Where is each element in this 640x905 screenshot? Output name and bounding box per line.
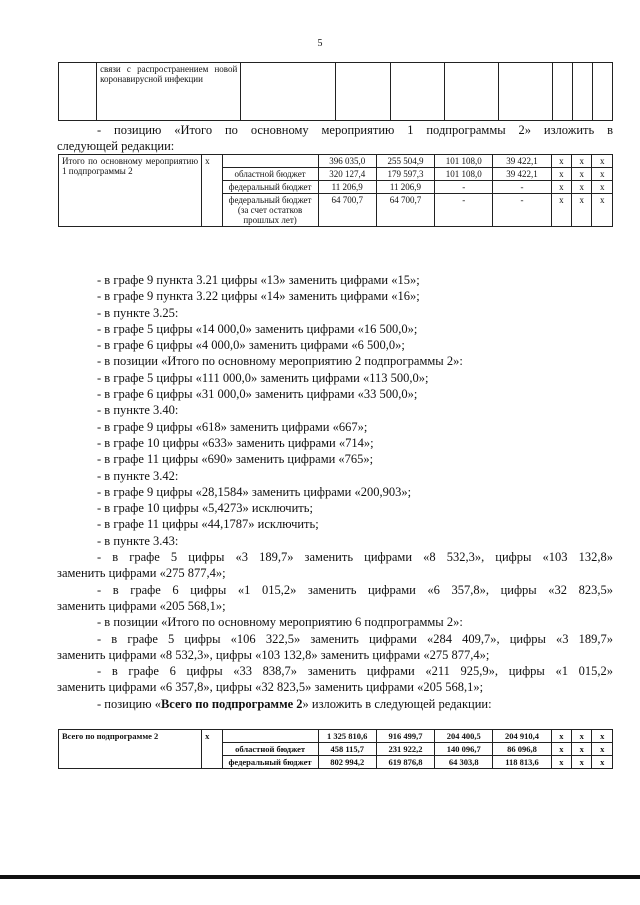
table-cell: х bbox=[551, 194, 571, 227]
text-line: - в графе 11 цифры «690» заменить цифрами «765»; bbox=[97, 452, 374, 467]
text-line: - в пункте 3.43: bbox=[97, 533, 179, 548]
text-line: - в графе 6 цифры «4 000,0» заменить цифрами «6 500,0»; bbox=[97, 338, 405, 353]
text-line: заменить цифрами «275 877,4»; bbox=[57, 566, 226, 581]
row-label: Всего по подпрограмме 2 bbox=[59, 730, 202, 769]
table-cell: связи с распространением новой коронавирусной инфекции bbox=[97, 63, 241, 121]
table-cell: х bbox=[551, 756, 571, 769]
text-line: - в графе 9 цифры «28,1584» заменить цифрами «200,903»; bbox=[97, 484, 412, 499]
text-line: - в графе 6 цифры «33 838,7» заменить цифрами «211 925,9», цифры «1 015,2» bbox=[97, 664, 613, 679]
table-cell: - bbox=[493, 181, 551, 194]
table-cell: 64 303,8 bbox=[435, 756, 493, 769]
table-cell: х bbox=[592, 730, 613, 743]
text-span: - позицию « bbox=[97, 696, 161, 711]
table-cell: 231 922,2 bbox=[376, 743, 434, 756]
text-line: - в графе 10 цифры «5,4273» исключить; bbox=[97, 501, 313, 516]
table-cell: х bbox=[572, 194, 592, 227]
text-line: - в графе 5 цифры «111 000,0» заменить цифрами «113 500,0»; bbox=[97, 370, 429, 385]
table-cell: областной бюджет bbox=[222, 168, 318, 181]
table-cell bbox=[498, 63, 552, 121]
text-line: - в графе 6 цифры «31 000,0» заменить цифрами «33 500,0»; bbox=[97, 387, 418, 402]
page-bottom-border bbox=[0, 875, 640, 879]
text-line: - в графе 11 цифры «44,1787» исключить; bbox=[97, 517, 319, 532]
text-line: заменить цифрами «205 568,1»; bbox=[57, 598, 226, 613]
table-cell: 64 700,7 bbox=[376, 194, 434, 227]
text-line: - в графе 9 пункта 3.22 цифры «14» заменить цифрами «16»; bbox=[97, 289, 420, 304]
row-label: Итого по основному мероприятию 1 подпрограммы 2 bbox=[59, 155, 202, 227]
table-cell: 320 127,4 bbox=[318, 168, 376, 181]
table-cell: х bbox=[572, 756, 592, 769]
text-line: заменить цифрами «6 357,8», цифры «32 823,5» заменить цифрами «205 568,1»; bbox=[57, 680, 484, 695]
table-cell: 118 813,6 bbox=[493, 756, 551, 769]
table-cell bbox=[552, 63, 572, 121]
table-cell: х bbox=[551, 743, 571, 756]
table-cell: 11 206,9 bbox=[376, 181, 434, 194]
table-cell: х bbox=[202, 730, 222, 769]
table-cell: 619 876,8 bbox=[376, 756, 434, 769]
table-cell bbox=[222, 155, 318, 168]
table-cell: х bbox=[572, 168, 592, 181]
table-cell: федеральный бюджет bbox=[222, 756, 318, 769]
table-cell: 11 206,9 bbox=[318, 181, 376, 194]
text-line: - в пункте 3.40: bbox=[97, 403, 179, 418]
table-cell: 101 108,0 bbox=[435, 168, 493, 181]
table-total-event-1 bbox=[58, 154, 613, 227]
table-cell: х bbox=[572, 743, 592, 756]
table-cell bbox=[59, 63, 97, 121]
text-line bbox=[57, 696, 613, 712]
table-cell: 396 035,0 bbox=[318, 155, 376, 168]
bold-text: Всего по подпрограмме 2 bbox=[160, 696, 303, 711]
text-line: - в графе 5 цифры «14 000,0» заменить цифрами «16 500,0»; bbox=[97, 321, 418, 336]
table-cell: 86 096,8 bbox=[493, 743, 551, 756]
table-cell bbox=[444, 63, 498, 121]
table-cell: х bbox=[551, 168, 571, 181]
table-cell: 458 115,7 bbox=[318, 743, 376, 756]
table-cell: 39 422,1 bbox=[493, 168, 551, 181]
table-cell bbox=[336, 63, 390, 121]
table-fragment-top bbox=[58, 62, 613, 121]
table-cell: 802 994,2 bbox=[318, 756, 376, 769]
table-cell: 255 504,9 bbox=[376, 155, 434, 168]
table-cell: - bbox=[435, 194, 493, 227]
table-cell: х bbox=[572, 181, 592, 194]
table-cell: областной бюджет bbox=[222, 743, 318, 756]
table-cell: х bbox=[592, 168, 613, 181]
table-cell: 140 096,7 bbox=[435, 743, 493, 756]
table-cell bbox=[592, 63, 612, 121]
intro-paragraph bbox=[57, 122, 613, 155]
text-line: - в пункте 3.42: bbox=[97, 468, 179, 483]
text-line: заменить цифрами «8 532,3», цифры «103 132,8» заменить цифрами «275 877,4»; bbox=[57, 647, 490, 662]
table-cell bbox=[222, 730, 318, 743]
table-cell: х bbox=[572, 155, 592, 168]
table-cell: х bbox=[551, 181, 571, 194]
table-cell: 204 910,4 bbox=[493, 730, 551, 743]
table-cell: х bbox=[592, 194, 613, 227]
table-cell: 916 499,7 bbox=[376, 730, 434, 743]
table-cell: х bbox=[592, 756, 613, 769]
table-cell: 1 325 810,6 bbox=[318, 730, 376, 743]
table-cell bbox=[390, 63, 444, 121]
text-line: - в графе 5 цифры «3 189,7» заменить цифрами «8 532,3», цифры «103 132,8» bbox=[97, 550, 613, 565]
text-line: - в графе 9 цифры «618» заменить цифрами «667»; bbox=[97, 419, 368, 434]
text-line: - в графе 9 пункта 3.21 цифры «13» заменить цифрами «15»; bbox=[97, 273, 420, 287]
text-line: - в графе 5 цифры «106 322,5» заменить цифрами «284 409,7», цифры «3 189,7» bbox=[97, 631, 613, 646]
text-line: следующей редакции: bbox=[57, 139, 175, 154]
text-line: - в позиции «Итого по основному мероприятию 6 подпрограммы 2»: bbox=[97, 615, 463, 630]
amendments-list bbox=[57, 272, 613, 712]
table-cell: х bbox=[592, 743, 613, 756]
table-cell: х bbox=[551, 730, 571, 743]
text-span: » изложить в следующей редакции: bbox=[302, 696, 492, 711]
table-cell: федеральный бюджет (за счет остатков прошлых лет) bbox=[222, 194, 318, 227]
table-cell: 101 108,0 bbox=[435, 155, 493, 168]
table-cell: 39 422,1 bbox=[493, 155, 551, 168]
table-cell bbox=[572, 63, 592, 121]
text-line: - позицию «Итого по основному мероприятию 1 подпрограммы 2» изложить в bbox=[97, 123, 613, 137]
table-cell: 179 597,3 bbox=[376, 168, 434, 181]
table-cell: - bbox=[435, 181, 493, 194]
table-cell: 64 700,7 bbox=[318, 194, 376, 227]
table-cell: федеральный бюджет bbox=[222, 181, 318, 194]
table-cell: 204 400,5 bbox=[435, 730, 493, 743]
table-cell: х bbox=[202, 155, 222, 227]
table-cell: х bbox=[551, 155, 571, 168]
page-number: 5 bbox=[317, 38, 323, 49]
table-cell: х bbox=[572, 730, 592, 743]
table-cell: х bbox=[592, 181, 613, 194]
text-line: - в позиции «Итого по основному мероприятию 2 подпрограммы 2»: bbox=[97, 354, 463, 369]
table-cell: х bbox=[592, 155, 613, 168]
text-line: - в пункте 3.25: bbox=[97, 305, 179, 320]
table-cell: - bbox=[493, 194, 551, 227]
text-line: - в графе 10 цифры «633» заменить цифрами «714»; bbox=[97, 435, 374, 450]
text-line: - в графе 6 цифры «1 015,2» заменить цифрами «6 357,8», цифры «32 823,5» bbox=[97, 582, 613, 597]
table-cell bbox=[241, 63, 336, 121]
table-total-subprogram-2 bbox=[58, 729, 613, 769]
